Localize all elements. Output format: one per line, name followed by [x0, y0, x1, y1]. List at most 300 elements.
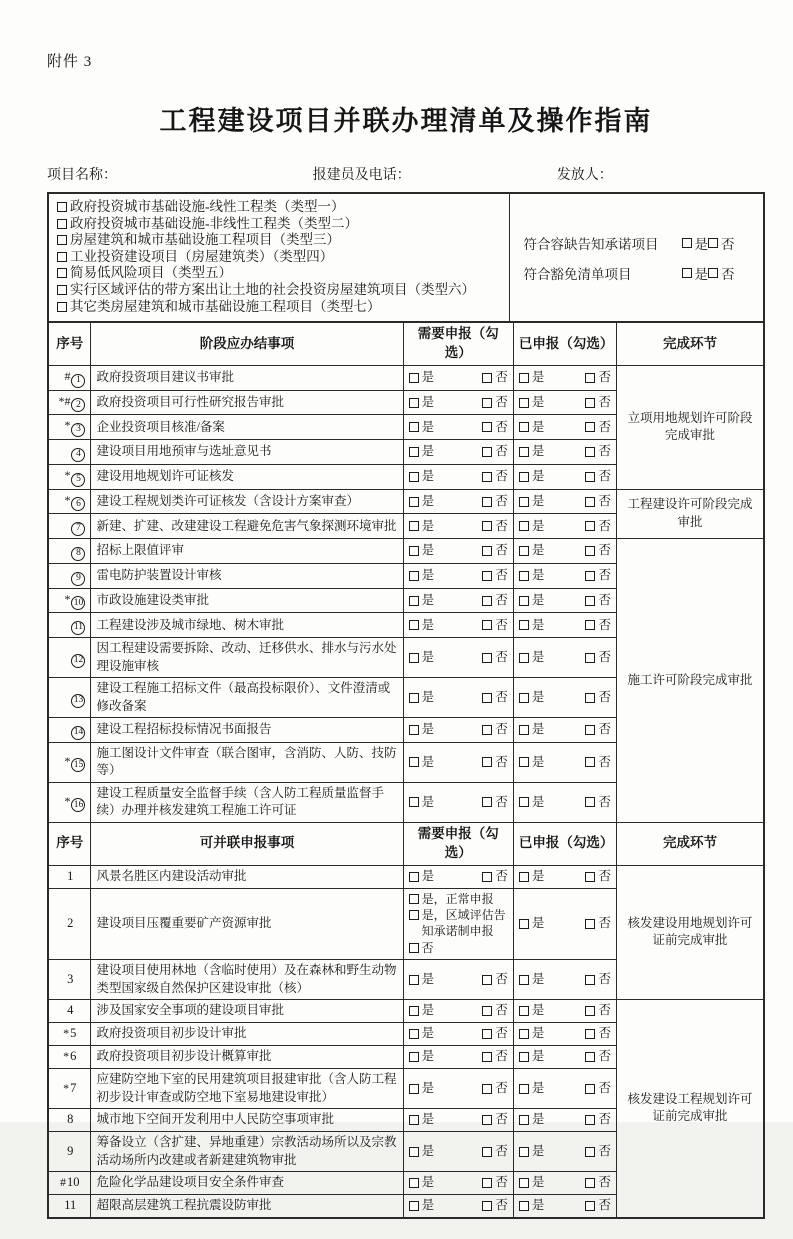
checkbox-icon[interactable]	[519, 725, 529, 735]
checkbox-icon[interactable]	[57, 202, 67, 212]
checkbox-icon[interactable]	[409, 1052, 419, 1062]
checkbox-icon[interactable]	[585, 596, 595, 606]
checkbox-icon[interactable]	[482, 1084, 492, 1094]
done-yes-option	[519, 617, 545, 635]
checkbox-icon[interactable]	[482, 620, 492, 630]
need-cell	[403, 1000, 513, 1023]
item-label: 雷电防护装置设计审核	[91, 563, 403, 588]
item-label: 政府投资项目建议书审批	[91, 365, 403, 390]
checkbox-icon[interactable]	[585, 1084, 595, 1094]
done-no-option	[585, 518, 611, 536]
done-cell	[513, 742, 616, 782]
main-table-body	[48, 322, 764, 1217]
checkbox-icon[interactable]	[482, 546, 492, 556]
need-yes-option	[409, 394, 435, 412]
checkbox-icon[interactable]	[409, 398, 419, 408]
item-label: 应建防空地下室的民用建筑项目报建审批（含人防工程初步设计审查或防空地下室易地建设审批）	[91, 1069, 403, 1109]
project-type-option[interactable]	[57, 249, 501, 266]
need-cell	[403, 865, 513, 888]
done-yes-option	[519, 1174, 545, 1192]
checkbox-icon[interactable]	[519, 571, 529, 581]
checkbox-icon[interactable]	[409, 894, 419, 904]
done-no-label: 否	[598, 689, 611, 704]
checkbox-icon[interactable]	[409, 620, 419, 630]
need-yes-option	[409, 468, 435, 486]
need-cell	[403, 365, 513, 390]
checkbox-icon[interactable]	[409, 472, 419, 482]
need-no-label: 否	[495, 370, 508, 385]
need-cell	[403, 888, 513, 959]
stage-cell: 施工许可阶段完成审批	[616, 539, 764, 823]
row-number-cell	[48, 1000, 91, 1023]
checkbox-icon[interactable]	[519, 1115, 529, 1125]
checkbox-icon[interactable]	[482, 571, 492, 581]
project-type-label: 实行区域评估的带方案出让土地的社会投资房屋建筑项目（类型六）	[70, 281, 475, 297]
need-no-option	[482, 649, 508, 667]
done-no-option	[585, 721, 611, 739]
checkbox-icon[interactable]	[585, 653, 595, 663]
need-cell	[403, 678, 513, 718]
checkbox-icon[interactable]	[482, 975, 492, 985]
checkbox-icon[interactable]	[409, 422, 419, 432]
project-type-option[interactable]	[57, 216, 501, 233]
done-no-label: 否	[598, 419, 611, 434]
need-option-label: 否	[421, 940, 434, 955]
need-no-option	[482, 468, 508, 486]
done-yes-option	[519, 689, 545, 707]
need-options	[409, 868, 508, 886]
checkbox-icon[interactable]	[409, 943, 419, 953]
item-label: 建设用地规划许可证核发	[91, 464, 403, 489]
done-yes-label: 是	[531, 617, 545, 632]
row-number-cell	[48, 638, 91, 678]
need-no-label: 否	[495, 1112, 508, 1127]
checkbox-icon[interactable]	[585, 546, 595, 556]
checkbox-icon[interactable]	[409, 596, 419, 606]
done-no-option	[585, 542, 611, 560]
row-number-cell	[48, 678, 91, 718]
need-no-option	[482, 1111, 508, 1129]
checkbox-icon[interactable]	[482, 1029, 492, 1039]
need-yes-option	[409, 592, 435, 610]
checkbox-icon[interactable]	[708, 238, 718, 248]
done-cell	[513, 1046, 616, 1069]
checkbox-icon[interactable]	[519, 1178, 529, 1188]
checkbox-icon[interactable]	[585, 1201, 595, 1211]
need-no-label: 否	[495, 568, 508, 583]
row-number-value: 9	[71, 572, 85, 586]
need-no-option	[482, 394, 508, 412]
checkbox-icon[interactable]	[519, 1006, 529, 1016]
need-yes-label: 是	[421, 617, 435, 632]
checkbox-icon[interactable]	[519, 757, 529, 767]
checkbox-icon[interactable]	[409, 1006, 419, 1016]
row-number-cell	[48, 464, 91, 489]
checkbox-icon[interactable]	[519, 797, 529, 807]
checkbox-icon[interactable]	[519, 620, 529, 630]
row-number-prefix: *	[64, 492, 71, 507]
checkbox-icon[interactable]	[585, 919, 595, 929]
need-yes-option	[409, 971, 435, 989]
done-yes-label: 是	[531, 1080, 545, 1095]
checkbox-icon[interactable]	[519, 373, 529, 383]
checkbox-icon[interactable]	[519, 1029, 529, 1039]
done-yes-option	[519, 567, 545, 585]
checkbox-icon[interactable]	[482, 797, 492, 807]
checkbox-icon[interactable]	[519, 1052, 529, 1062]
checkbox-icon[interactable]	[409, 693, 419, 703]
checkbox-icon[interactable]	[519, 975, 529, 985]
done-no-option	[585, 617, 611, 635]
need-yes-label: 是	[421, 1198, 435, 1213]
checkbox-icon[interactable]	[519, 398, 529, 408]
checkbox-icon[interactable]	[519, 422, 529, 432]
done-no-label: 否	[598, 916, 611, 931]
row-number-prefix: *	[63, 1049, 70, 1064]
done-options	[519, 369, 611, 387]
checkbox-icon[interactable]	[482, 596, 492, 606]
checkbox-icon[interactable]	[409, 1201, 419, 1211]
checkbox-icon[interactable]	[57, 235, 67, 245]
checkbox-icon[interactable]	[519, 447, 529, 457]
done-options	[519, 649, 611, 667]
checkbox-icon[interactable]	[585, 398, 595, 408]
need-no-label: 否	[495, 1026, 508, 1041]
checkbox-icon[interactable]	[482, 1147, 492, 1157]
checkbox-icon[interactable]	[585, 797, 595, 807]
checkbox-icon[interactable]	[585, 447, 595, 457]
need-no-option	[482, 868, 508, 886]
done-no-option	[585, 915, 611, 933]
done-yes-option	[519, 1197, 545, 1215]
need-yes-label: 是	[421, 493, 435, 508]
checkbox-icon[interactable]	[482, 872, 492, 882]
item-label: 建设工程规划类许可证核发（含设计方案审查）	[91, 489, 403, 514]
checkbox-icon[interactable]	[519, 1201, 529, 1211]
checkbox-icon[interactable]	[409, 910, 419, 920]
item-label: 建设项目使用林地（含临时使用）及在森林和野生动物类型国家级自然保护区建设审批（核）	[91, 960, 403, 1000]
checkbox-icon[interactable]	[409, 797, 419, 807]
need-no-label: 否	[495, 868, 508, 883]
need-cell	[403, 539, 513, 564]
item-label: 市政设施建设类审批	[91, 588, 403, 613]
need-yes-option	[409, 1174, 435, 1192]
checkbox-icon[interactable]	[519, 693, 529, 703]
compliance-label: 符合豁免清单项目	[523, 266, 632, 282]
checkbox-icon[interactable]	[409, 1029, 419, 1039]
checkbox-icon[interactable]	[585, 620, 595, 630]
need-no-option	[482, 518, 508, 536]
checkbox-icon[interactable]	[585, 693, 595, 703]
need-yes-label: 是	[421, 592, 435, 607]
done-no-option	[585, 689, 611, 707]
project-type-option[interactable]	[57, 232, 501, 249]
checkbox-icon[interactable]	[519, 1147, 529, 1157]
project-type-label: 房屋建筑和城市基础设施工程项目（类型三）	[70, 232, 340, 248]
header-fields	[47, 164, 765, 184]
table-row	[48, 1000, 764, 1023]
checkbox-icon[interactable]	[482, 1006, 492, 1016]
checkbox-icon[interactable]	[482, 398, 492, 408]
checkbox-icon[interactable]	[585, 1029, 595, 1039]
checkbox-icon[interactable]	[482, 693, 492, 703]
row-number-value: 2	[67, 916, 74, 931]
checkbox-icon[interactable]	[708, 268, 718, 278]
project-type-box	[47, 192, 765, 321]
need-yes-label: 是	[421, 394, 435, 409]
done-cell	[513, 365, 616, 390]
project-type-label: 简易低风险项目（类型五）	[70, 265, 232, 281]
checkbox-icon[interactable]	[585, 1147, 595, 1157]
checkbox-icon[interactable]	[585, 725, 595, 735]
row-number-value: 1	[71, 374, 85, 388]
checkbox-icon[interactable]	[682, 268, 692, 278]
checkbox-icon[interactable]	[409, 653, 419, 663]
need-options	[409, 567, 508, 585]
done-no-option	[585, 1174, 611, 1192]
need-yes-label: 是	[421, 419, 435, 434]
row-number-cell	[48, 440, 91, 465]
checkbox-icon[interactable]	[409, 1178, 419, 1188]
done-cell	[513, 888, 616, 959]
need-yes-label: 是	[421, 1026, 435, 1041]
checkbox-icon[interactable]	[482, 1201, 492, 1211]
need-no-label: 否	[495, 754, 508, 769]
row-number-value: 11	[64, 1198, 77, 1213]
need-yes-label: 是	[421, 689, 435, 704]
need-yes-option	[409, 754, 435, 772]
checkbox-icon[interactable]	[482, 422, 492, 432]
done-yes-label: 是	[531, 493, 545, 508]
row-number-cell	[48, 613, 91, 638]
row-number-cell	[48, 489, 91, 514]
project-type-label: 政府投资城市基础设施-线性工程类（类型一）	[70, 199, 345, 214]
need-no-label: 否	[495, 543, 508, 558]
checkbox-icon[interactable]	[519, 521, 529, 531]
checkbox-icon[interactable]	[409, 497, 419, 507]
done-no-label: 否	[598, 794, 611, 809]
checkbox-icon[interactable]	[585, 872, 595, 882]
need-cell	[403, 1132, 513, 1172]
checkbox-icon[interactable]	[409, 546, 419, 556]
done-no-option	[585, 649, 611, 667]
need-yes-option	[409, 649, 435, 667]
checkbox-icon[interactable]	[519, 919, 529, 929]
need-no-label: 否	[495, 1198, 508, 1213]
need-options	[409, 1080, 508, 1098]
project-type-option[interactable]	[57, 265, 501, 282]
done-yes-option	[519, 868, 545, 886]
checkbox-icon[interactable]	[409, 1115, 419, 1125]
need-yes-label: 是	[421, 444, 435, 459]
checkbox-icon[interactable]	[519, 596, 529, 606]
checkbox-icon[interactable]	[409, 571, 419, 581]
row-number-prefix: *	[64, 793, 71, 808]
checkbox-icon[interactable]	[585, 1006, 595, 1016]
checkbox-icon[interactable]	[519, 472, 529, 482]
checkbox-icon[interactable]	[482, 1052, 492, 1062]
checkbox-icon[interactable]	[482, 725, 492, 735]
done-no-label: 否	[598, 722, 611, 737]
project-type-option[interactable]	[57, 199, 501, 216]
project-name-label: 项目名称：	[47, 168, 117, 183]
done-options	[519, 1197, 611, 1215]
need-yes-label: 是	[421, 469, 435, 484]
done-no-option	[585, 1002, 611, 1020]
checkbox-icon[interactable]	[519, 1084, 529, 1094]
need-yes-label: 是	[421, 868, 435, 883]
checkbox-icon[interactable]	[682, 238, 692, 248]
need-options	[409, 1048, 508, 1066]
checkbox-icon[interactable]	[57, 302, 67, 312]
need-option-label: 是，区域评估告知承诺制申报	[421, 908, 506, 938]
checkbox-icon[interactable]	[585, 1115, 595, 1125]
row-number-prefix: *	[64, 591, 71, 606]
done-no-option	[585, 443, 611, 461]
row-number-cell	[48, 514, 91, 539]
checkbox-icon[interactable]	[57, 268, 67, 278]
need-option	[409, 941, 508, 957]
need-options	[409, 1143, 508, 1161]
done-no-label: 否	[598, 1198, 611, 1213]
done-no-label: 否	[598, 1175, 611, 1190]
column-header-stage: 完成环节	[616, 322, 764, 365]
checkbox-icon[interactable]	[409, 725, 419, 735]
project-type-option[interactable]	[57, 299, 501, 316]
need-options	[409, 369, 508, 387]
done-cell	[513, 638, 616, 678]
checkbox-icon[interactable]	[585, 497, 595, 507]
need-options	[409, 518, 508, 536]
checkbox-icon[interactable]	[482, 447, 492, 457]
checkbox-icon[interactable]	[585, 422, 595, 432]
done-yes-label: 是	[531, 469, 545, 484]
done-yes-label: 是	[531, 518, 545, 533]
checkbox-icon[interactable]	[482, 757, 492, 767]
compliance-no-option	[708, 233, 735, 253]
done-cell	[513, 960, 616, 1000]
done-options	[519, 1080, 611, 1098]
checkbox-icon[interactable]	[482, 497, 492, 507]
need-cell	[403, 415, 513, 440]
row-number-value: 4	[67, 1003, 74, 1018]
checkbox-icon[interactable]	[585, 757, 595, 767]
row-number-cell	[48, 1195, 91, 1218]
checkbox-icon[interactable]	[409, 447, 419, 457]
done-options	[519, 592, 611, 610]
checkbox-icon[interactable]	[585, 373, 595, 383]
need-cell	[403, 489, 513, 514]
row-number-cell	[48, 1069, 91, 1109]
checkbox-icon[interactable]	[482, 373, 492, 383]
need-options	[409, 721, 508, 739]
done-yes-label: 是	[531, 419, 545, 434]
checkbox-icon[interactable]	[585, 472, 595, 482]
done-no-label: 否	[598, 1143, 611, 1158]
checkbox-icon[interactable]	[585, 1178, 595, 1188]
done-options	[519, 518, 611, 536]
row-number-cell	[48, 888, 91, 959]
done-yes-label: 是	[531, 916, 545, 931]
need-options	[409, 592, 508, 610]
checkbox-icon[interactable]	[482, 653, 492, 663]
done-yes-label: 是	[531, 444, 545, 459]
checkbox-icon[interactable]	[482, 472, 492, 482]
need-cell	[403, 588, 513, 613]
done-yes-option	[519, 1080, 545, 1098]
checkbox-icon[interactable]	[57, 219, 67, 229]
done-no-option	[585, 567, 611, 585]
need-no-label: 否	[495, 794, 508, 809]
need-yes-option	[409, 369, 435, 387]
checkbox-icon[interactable]	[409, 975, 419, 985]
need-options	[409, 1197, 508, 1215]
checkbox-icon[interactable]	[57, 252, 67, 262]
checkbox-icon[interactable]	[482, 1178, 492, 1188]
done-yes-label: 是	[531, 689, 545, 704]
done-no-label: 否	[598, 1049, 611, 1064]
item-label: 新建、扩建、改建建设工程避免危害气象探测环境审批	[91, 514, 403, 539]
need-yes-option	[409, 1002, 435, 1020]
need-yes-label: 是	[421, 1112, 435, 1127]
row-number-cell	[48, 365, 91, 390]
checkbox-icon[interactable]	[482, 521, 492, 531]
done-yes-option	[519, 971, 545, 989]
checkbox-icon[interactable]	[409, 872, 419, 882]
done-yes-option	[519, 649, 545, 667]
table-row	[48, 365, 764, 390]
checkbox-icon[interactable]	[482, 1115, 492, 1125]
done-no-option	[585, 868, 611, 886]
checkbox-icon[interactable]	[585, 521, 595, 531]
done-yes-label: 是	[531, 1003, 545, 1018]
compliance-no-label: 否	[721, 266, 735, 282]
checkbox-icon[interactable]	[409, 373, 419, 383]
need-option-label: 是，正常申报	[421, 891, 494, 906]
need-no-option	[482, 1048, 508, 1066]
need-cell	[403, 613, 513, 638]
done-no-option	[585, 1048, 611, 1066]
done-yes-label: 是	[531, 754, 545, 769]
need-no-option	[482, 443, 508, 461]
checkbox-icon[interactable]	[409, 757, 419, 767]
row-number-cell	[48, 742, 91, 782]
done-options	[519, 1002, 611, 1020]
done-no-label: 否	[598, 592, 611, 607]
need-no-option	[482, 794, 508, 812]
done-cell	[513, 415, 616, 440]
checkbox-icon[interactable]	[585, 1052, 595, 1062]
done-no-label: 否	[598, 568, 611, 583]
checkbox-icon[interactable]	[585, 571, 595, 581]
done-cell	[513, 489, 616, 514]
checkbox-icon[interactable]	[519, 653, 529, 663]
checkbox-icon[interactable]	[519, 497, 529, 507]
need-yes-option	[409, 1111, 435, 1129]
checkbox-icon[interactable]	[409, 1084, 419, 1094]
checkbox-icon[interactable]	[409, 1147, 419, 1157]
done-options	[519, 1143, 611, 1161]
checkbox-icon[interactable]	[409, 521, 419, 531]
project-type-option[interactable]	[57, 282, 501, 299]
need-options	[409, 542, 508, 560]
checkbox-icon[interactable]	[57, 285, 67, 295]
checkbox-icon[interactable]	[519, 872, 529, 882]
row-number-cell	[48, 1023, 91, 1046]
checkbox-icon[interactable]	[519, 546, 529, 556]
need-no-label: 否	[495, 689, 508, 704]
checkbox-icon[interactable]	[585, 975, 595, 985]
